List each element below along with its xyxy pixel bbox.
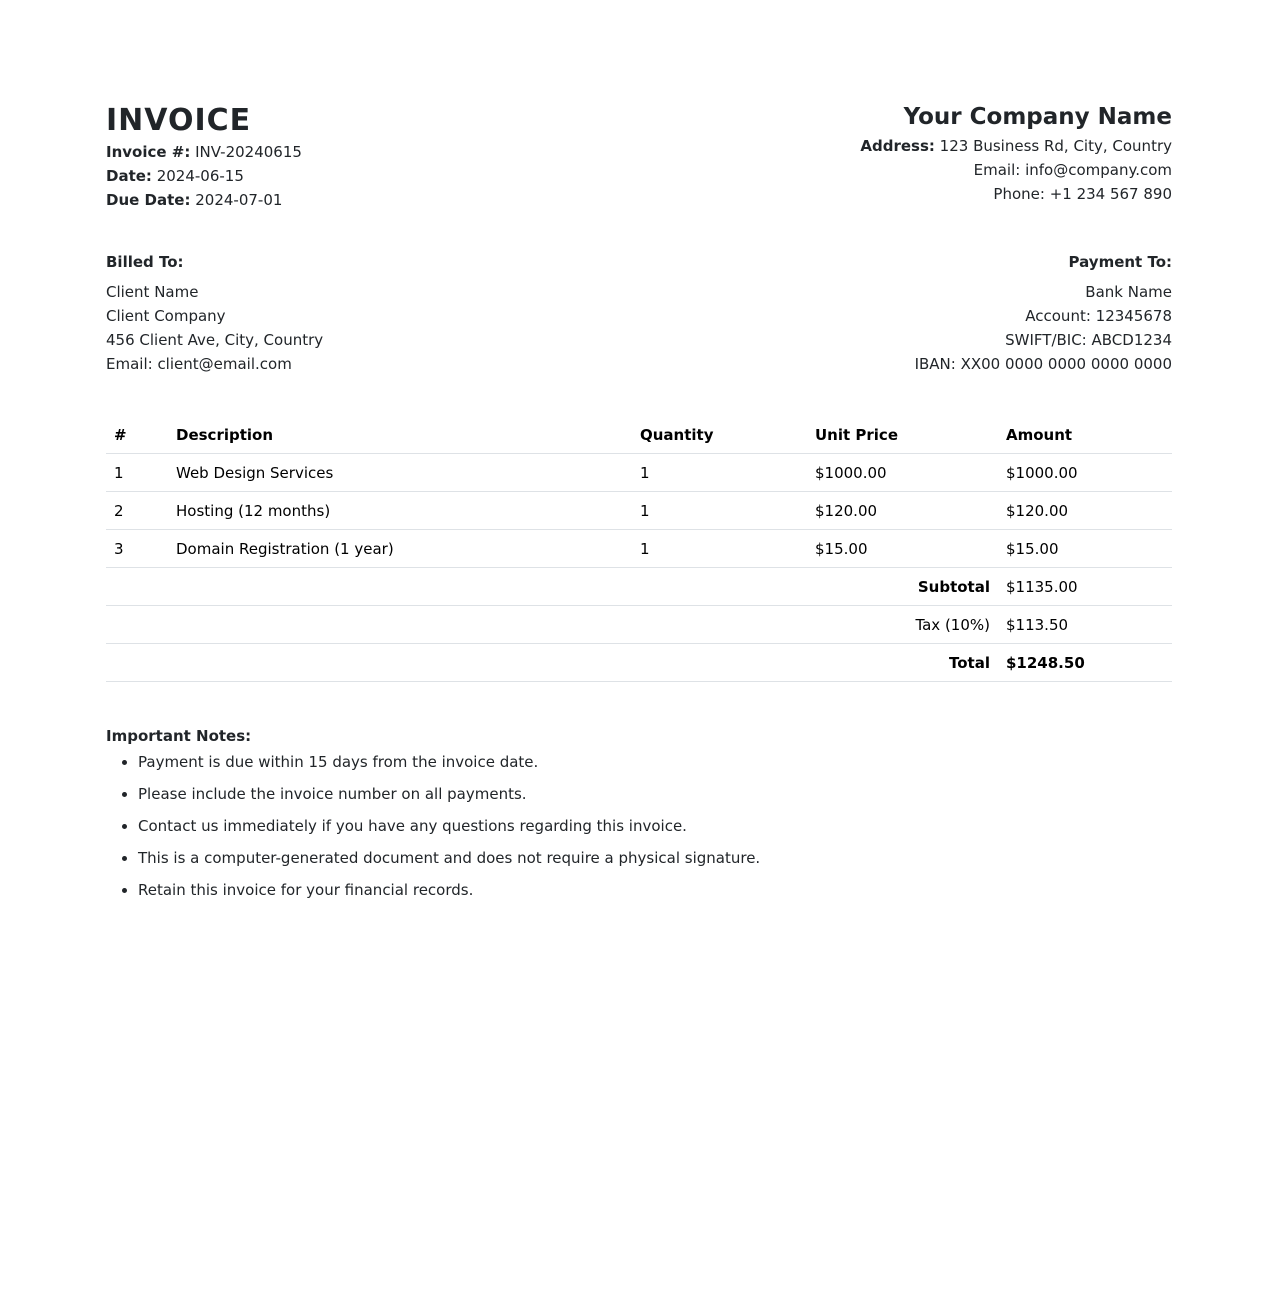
tax-value: $113.50 — [998, 606, 1172, 644]
column-header-number: # — [106, 416, 168, 454]
notes-heading: Important Notes: — [106, 727, 252, 745]
invoice-date-line — [106, 164, 302, 188]
payment-swift: SWIFT/BIC: ABCD1234 — [1005, 331, 1172, 349]
table-row — [106, 492, 1172, 530]
cell-number: 2 — [106, 492, 168, 530]
table-header-row — [106, 416, 1172, 454]
parties-section — [106, 250, 1172, 376]
notes-section — [106, 724, 1172, 902]
cell-amount: $1000.00 — [998, 454, 1172, 492]
invoice-header — [106, 100, 1172, 212]
cell-number: 1 — [106, 454, 168, 492]
company-address: 123 Business Rd, City, Country — [939, 137, 1172, 155]
cell-quantity: 1 — [632, 492, 807, 530]
subtotal-value: $1135.00 — [998, 568, 1172, 606]
note-item: • Contact us immediately if you have any questions regarding this invoice. — [138, 814, 1172, 838]
billed-to-email: Email: client@email.com — [106, 355, 292, 373]
company-address-label: Address: — [860, 137, 935, 155]
invoice-number-line — [106, 140, 302, 164]
column-header-description: Description — [168, 416, 632, 454]
cell-unit-price: $1000.00 — [807, 454, 998, 492]
cell-description: Web Design Services — [168, 454, 632, 492]
cell-quantity: 1 — [632, 530, 807, 568]
payment-account: Account: 12345678 — [1025, 307, 1172, 325]
cell-unit-price: $15.00 — [807, 530, 998, 568]
company-name: Your Company Name — [903, 104, 1172, 130]
invoice-date: 2024-06-15 — [156, 167, 244, 185]
company-phone: Phone: +1 234 567 890 — [993, 185, 1172, 203]
billed-to-block — [106, 250, 323, 376]
invoice-due-label: Due Date: — [106, 191, 191, 209]
subtotal-label: Subtotal — [106, 568, 998, 606]
invoice-number: INV-20240615 — [195, 143, 302, 161]
subtotal-row — [106, 568, 1172, 606]
invoice-title: INVOICE — [106, 103, 252, 138]
line-items-table — [106, 416, 1172, 682]
invoice-date-label: Date: — [106, 167, 152, 185]
cell-description: Hosting (12 months) — [168, 492, 632, 530]
invoice-due-date: 2024-07-01 — [195, 191, 283, 209]
company-address-line — [860, 134, 1172, 158]
billed-to-company: Client Company — [106, 307, 226, 325]
payment-iban: IBAN: XX00 0000 0000 0000 0000 — [914, 355, 1172, 373]
company-email: Email: info@company.com — [973, 161, 1172, 179]
payment-to-block — [915, 250, 1172, 376]
note-item: • This is a computer-generated document and does not require a physical signature. — [138, 846, 1172, 870]
cell-amount: $15.00 — [998, 530, 1172, 568]
payment-to-heading: Payment To: — [1068, 253, 1172, 271]
tax-row — [106, 606, 1172, 644]
cell-amount: $120.00 — [998, 492, 1172, 530]
total-row — [106, 644, 1172, 682]
invoice-due-line — [106, 188, 302, 212]
note-item: • Payment is due within 15 days from the invoice date. — [138, 750, 1172, 774]
invoice-meta — [106, 100, 302, 212]
cell-description: Domain Registration (1 year) — [168, 530, 632, 568]
billed-to-name: Client Name — [106, 283, 199, 301]
table-row — [106, 454, 1172, 492]
cell-quantity: 1 — [632, 454, 807, 492]
column-header-quantity: Quantity — [632, 416, 807, 454]
invoice-page — [106, 0, 1172, 902]
column-header-unit-price: Unit Price — [807, 416, 998, 454]
billed-to-address: 456 Client Ave, City, Country — [106, 331, 324, 349]
note-item: • Please include the invoice number on all payments. — [138, 782, 1172, 806]
note-item: • Retain this invoice for your financial records. — [138, 878, 1172, 902]
billed-to-heading: Billed To: — [106, 253, 184, 271]
total-value: $1248.50 — [998, 644, 1172, 682]
cell-unit-price: $120.00 — [807, 492, 998, 530]
cell-number: 3 — [106, 530, 168, 568]
column-header-amount: Amount — [998, 416, 1172, 454]
payment-bank-name: Bank Name — [1085, 283, 1172, 301]
invoice-number-label: Invoice #: — [106, 143, 191, 161]
notes-list — [106, 750, 1172, 902]
table-row — [106, 530, 1172, 568]
total-label: Total — [106, 644, 998, 682]
company-info — [860, 100, 1172, 206]
tax-label: Tax (10%) — [106, 606, 998, 644]
